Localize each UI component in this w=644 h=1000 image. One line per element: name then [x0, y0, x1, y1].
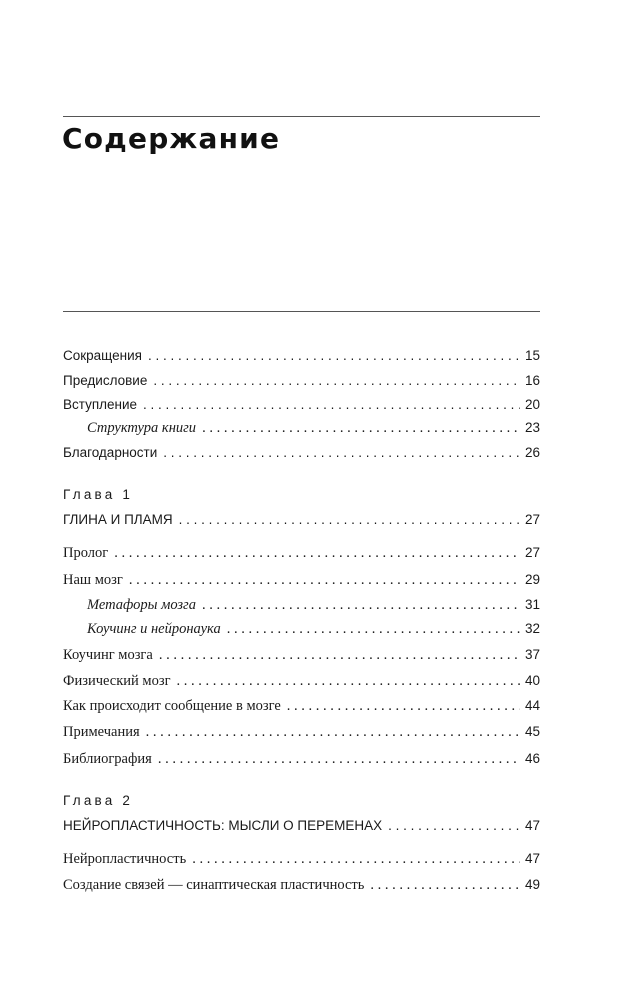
toc-entry-label: Предисловие: [63, 373, 148, 388]
toc-entry-page: 45: [524, 724, 540, 739]
dot-leader: [202, 597, 520, 614]
dot-leader: [163, 445, 520, 460]
dot-leader: [202, 420, 520, 437]
dot-leader: [114, 545, 520, 562]
toc-entry-label: Как происходит сообщение в мозге: [63, 698, 281, 714]
top-rule: [63, 116, 540, 117]
toc-entry[interactable]: [63, 851, 540, 868]
dot-leader: [192, 851, 520, 868]
toc-entry-label: Благодарности: [63, 445, 158, 460]
toc-entry-label: Создание связей — синаптическая пластичность: [63, 877, 365, 893]
toc-entry[interactable]: [63, 647, 540, 664]
toc-entry[interactable]: [63, 698, 540, 715]
toc-entry-page: 49: [524, 877, 540, 892]
chapter-title: ГЛИНА И ПЛАМЯ: [63, 512, 173, 527]
toc-entry-label: Метафоры мозга: [87, 597, 196, 613]
dot-leader: [153, 373, 520, 388]
dot-leader: [143, 397, 520, 412]
toc-entry[interactable]: [63, 373, 540, 388]
toc-entry-page: 37: [524, 647, 540, 662]
toc-entry-label: Нейропластичность: [63, 851, 187, 867]
chapter-heading: Глава 1: [63, 487, 134, 502]
dot-leader: [148, 348, 520, 363]
toc-entry[interactable]: [63, 545, 540, 562]
toc-entry-page: 23: [524, 420, 540, 435]
dot-leader: [179, 512, 520, 527]
toc-entry-label: Наш мозг: [63, 572, 123, 588]
toc-entry[interactable]: [63, 877, 540, 894]
toc-entry[interactable]: [63, 348, 540, 363]
toc-entry-page: 46: [524, 751, 540, 766]
toc-entry[interactable]: [63, 673, 540, 690]
dot-leader: [287, 698, 520, 715]
dot-leader: [146, 724, 520, 741]
chapter-title-entry[interactable]: [63, 818, 540, 833]
toc-entry-page: 27: [524, 545, 540, 560]
title-bottom-rule: [63, 311, 540, 312]
dot-leader: [158, 751, 520, 768]
toc-entry[interactable]: [63, 572, 540, 589]
toc-entry-label: Пролог: [63, 545, 109, 561]
toc-entry-label: Физический мозг: [63, 673, 171, 689]
dot-leader: [388, 818, 520, 833]
dot-leader: [370, 877, 520, 894]
dot-leader: [227, 621, 520, 638]
toc-entry-page: 31: [524, 597, 540, 612]
toc-entry-page: 27: [524, 512, 540, 527]
toc-entry-label: Примечания: [63, 724, 140, 740]
toc-entry-page: 20: [524, 397, 540, 412]
toc-entry-page: 16: [524, 373, 540, 388]
toc-entry-label: Библиография: [63, 751, 152, 767]
toc-entry[interactable]: [63, 751, 540, 768]
toc-entry-label: Вступление: [63, 397, 138, 412]
toc-entry-page: 32: [524, 621, 540, 636]
toc-subentry[interactable]: [87, 420, 540, 437]
toc-entry[interactable]: [63, 445, 540, 460]
chapter-heading: Глава 2: [63, 793, 134, 808]
toc-entry-page: 44: [524, 698, 540, 713]
toc-entry-label: Коучинг и нейронаука: [87, 621, 221, 637]
page-title: Содержание: [62, 122, 281, 155]
toc-entry-label: Структура книги: [87, 420, 197, 436]
toc-entry[interactable]: [63, 724, 540, 741]
toc-entry-page: 26: [524, 445, 540, 460]
toc-entry-page: 29: [524, 572, 540, 587]
dot-leader: [177, 673, 520, 690]
toc-entry-page: 47: [524, 818, 540, 833]
toc-entry-label: Сокращения: [63, 348, 142, 363]
toc-entry-page: 15: [524, 348, 540, 363]
toc-entry-page: 47: [524, 851, 540, 866]
dot-leader: [159, 647, 520, 664]
dot-leader: [129, 572, 520, 589]
toc-entry-page: 40: [524, 673, 540, 688]
toc-subentry[interactable]: [87, 597, 540, 614]
toc-subentry[interactable]: [87, 621, 540, 638]
toc-entry[interactable]: [63, 397, 540, 412]
toc-entry-label: Коучинг мозга: [63, 647, 153, 663]
chapter-title-entry[interactable]: [63, 512, 540, 527]
chapter-title: НЕЙРОПЛАСТИЧНОСТЬ: МЫСЛИ О ПЕРЕМЕНАХ: [63, 818, 383, 833]
